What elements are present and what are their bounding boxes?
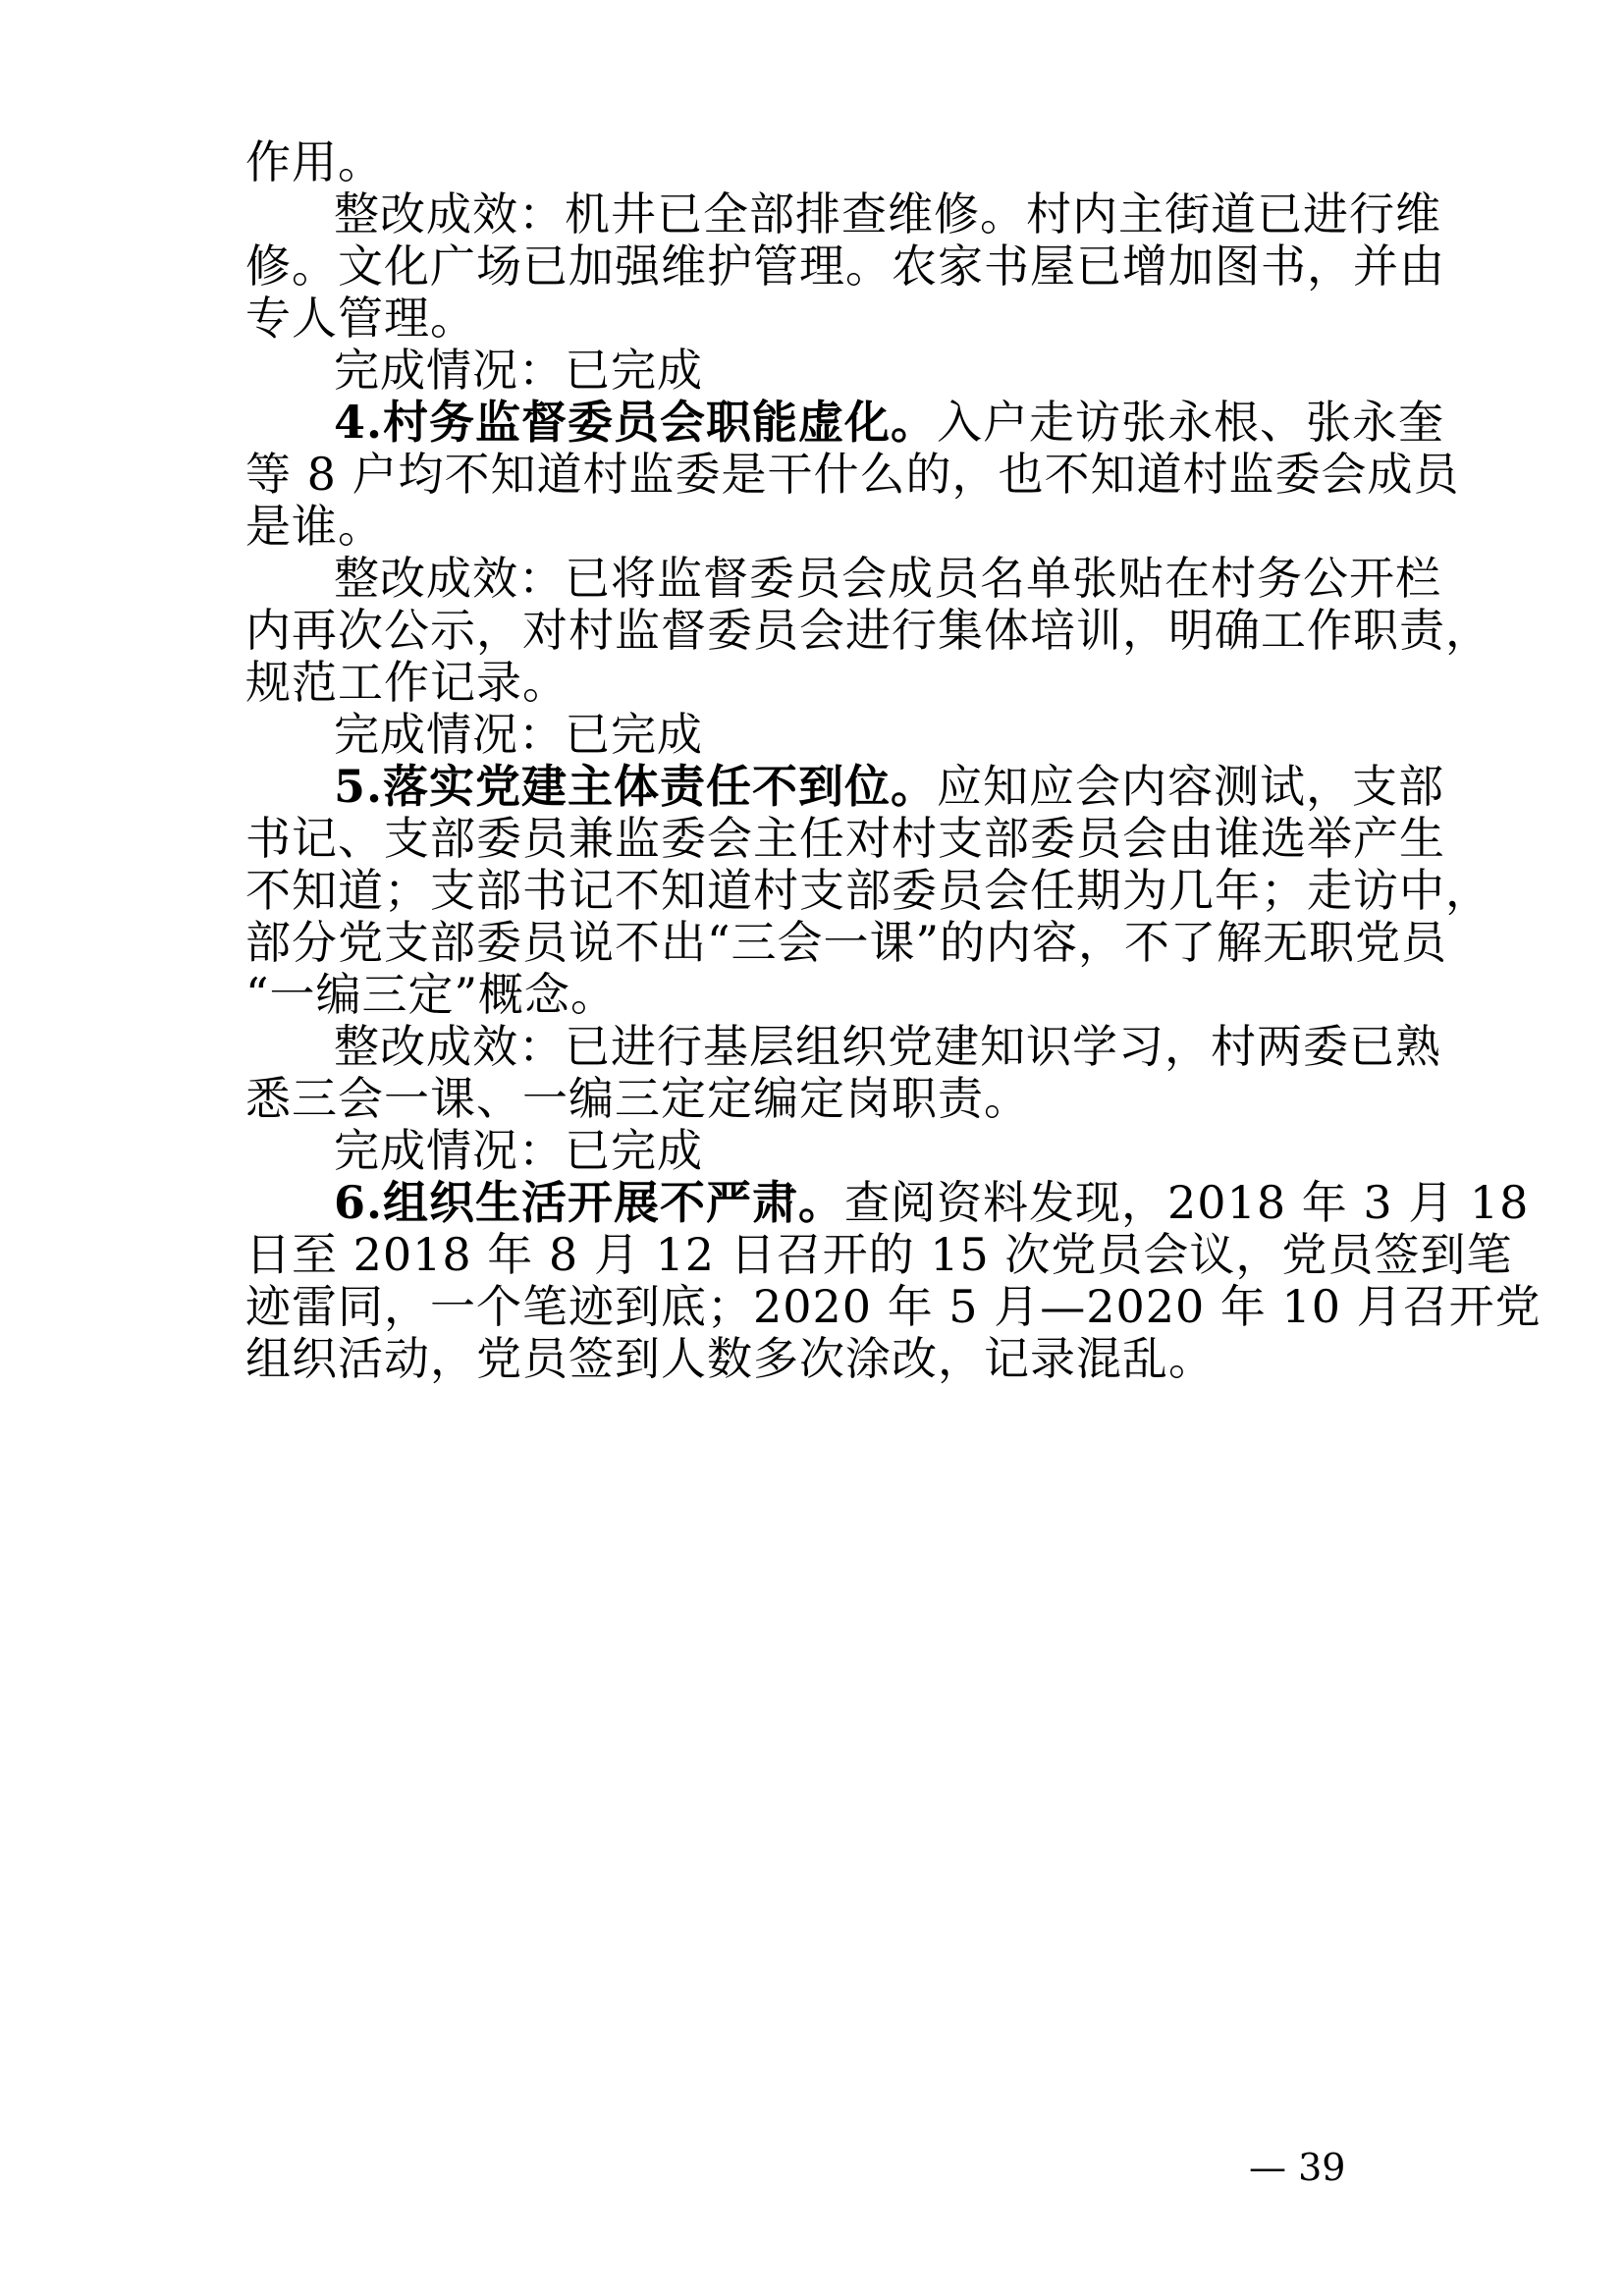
issue-title-4: 4.村务监督委员会职能虚化。 xyxy=(334,396,938,449)
line-text: 内再次公示，对村监督委员会进行集体培训，明确工作职责， xyxy=(245,604,1491,657)
issue-description-4: 入户走访张永根、张永奎 xyxy=(937,396,1445,449)
line-text: 完成情况：已完成 xyxy=(334,708,703,761)
text-line-24 xyxy=(245,1331,1394,1386)
line-text: 组织活动，党员签到人数多次涂改，记录混乱。 xyxy=(245,1332,1215,1385)
text-line-16 xyxy=(245,915,1448,970)
issue-description-6: 查阅资料发现，2018 年 3 月 18 xyxy=(844,1176,1530,1229)
issue-heading-4 xyxy=(334,395,1445,450)
line-text: 日至 2018 年 8 月 12 日召开的 15 次党员会议，党员签到笔 xyxy=(245,1228,1513,1281)
text-line-22 xyxy=(245,1227,1513,1282)
line-text: 作用。 xyxy=(245,135,384,188)
line-text: 整改成效：机井已全部排查维修。村内主街道已进行维 xyxy=(334,187,1441,240)
line-text: 整改成效：已进行基层组织党建知识学习，村两委已熟 xyxy=(334,1020,1441,1073)
text-line-3 xyxy=(245,239,1445,294)
text-line-19 xyxy=(245,1071,1394,1126)
line-text: 修。文化广场已加强维护管理。农家书屋已增加图书，并由 xyxy=(245,240,1445,293)
text-line-11 xyxy=(245,655,1394,710)
line-text: 不知道；支部书记不知道村支部委员会任期为几年；走访中， xyxy=(245,864,1491,917)
line-text: 是谁。 xyxy=(245,500,384,553)
line-text: 规范工作记录。 xyxy=(245,656,568,709)
completion-status-2 xyxy=(334,707,1394,762)
issue-title-5: 5.落实党建主体责任不到位。 xyxy=(334,760,938,813)
text-line-17 xyxy=(245,967,1394,1022)
issue-heading-5 xyxy=(334,759,1445,814)
issue-description-5: 应知应会内容测试，支部 xyxy=(937,760,1445,813)
text-line-4 xyxy=(245,291,1394,346)
text-line-18 xyxy=(334,1019,1441,1074)
line-text: 书记、支部委员兼监委会主任对村支部委员会由谁选举产生 xyxy=(245,812,1445,865)
line-text: “一编三定”概念。 xyxy=(245,968,618,1021)
text-line-1 xyxy=(245,134,1394,189)
text-line-14 xyxy=(245,811,1445,866)
text-line-7 xyxy=(245,447,1460,502)
line-text: 完成情况：已完成 xyxy=(334,344,703,397)
line-text: 部分党支部委员说不出“三会一课”的内容，不了解无职党员 xyxy=(245,916,1448,969)
line-text: 专人管理。 xyxy=(245,292,476,345)
completion-status-3 xyxy=(334,1123,1394,1178)
text-line-8 xyxy=(245,499,1394,554)
text-line-23 xyxy=(245,1279,1542,1334)
issue-title-6: 6.组织生活开展不严肃。 xyxy=(334,1176,845,1229)
text-line-15 xyxy=(245,863,1491,918)
line-text: 悉三会一课、一编三定定编定岗职责。 xyxy=(245,1072,1030,1125)
line-text: 迹雷同，一个笔迹到底；2020 年 5 月—2020 年 10 月召开党 xyxy=(245,1280,1542,1333)
line-text: 完成情况：已完成 xyxy=(334,1124,703,1177)
text-line-10 xyxy=(245,603,1491,658)
issue-heading-6 xyxy=(334,1175,1530,1230)
line-text: 整改成效：已将监督委员会成员名单张贴在村务公开栏 xyxy=(334,552,1441,605)
text-line-2 xyxy=(334,187,1441,241)
completion-status-1 xyxy=(334,343,1394,398)
page-number: — 39 xyxy=(1249,2146,1346,2189)
text-line-9 xyxy=(334,551,1441,606)
line-text: 等 8 户均不知道村监委是干什么的，也不知道村监委会成员 xyxy=(245,448,1460,501)
